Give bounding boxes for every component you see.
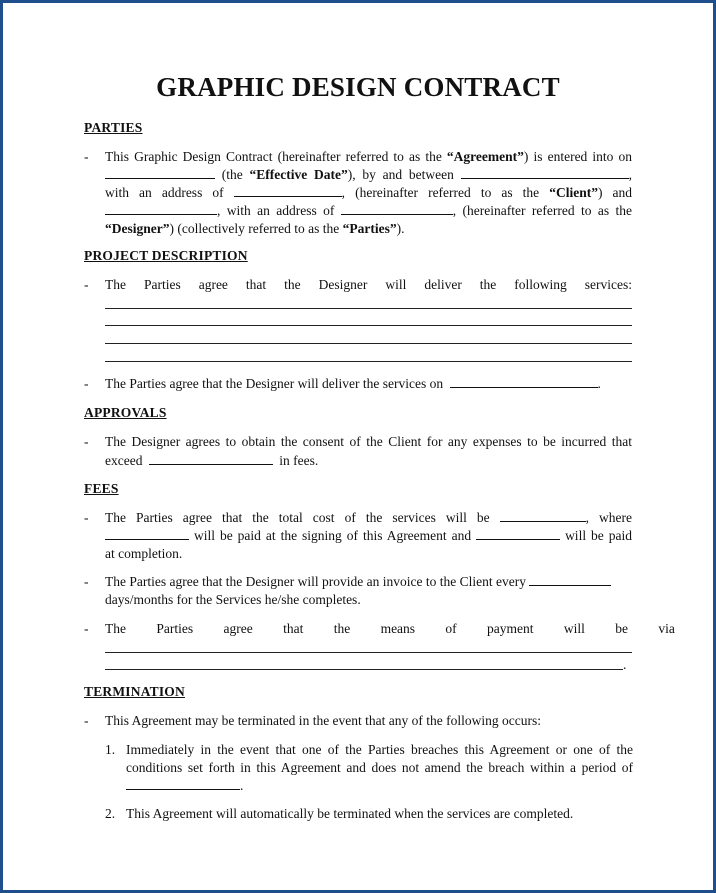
parties-text: ) is entered into on xyxy=(523,149,632,164)
bullet-dash: - xyxy=(84,510,89,525)
fees-p1-line-3: at completion. xyxy=(105,546,183,561)
agreement-term: “Agreement” xyxy=(446,149,524,164)
fees-text: The Parties agree that the Designer will provide an invoice to the Client every xyxy=(105,574,526,589)
parties-text: , with an address of xyxy=(217,203,335,218)
parties-text: , (hereinafter referred to as the xyxy=(452,203,633,218)
designer-term: “Designer” xyxy=(105,221,170,236)
parties-line-2 xyxy=(105,166,632,183)
parties-text: with an address of xyxy=(105,185,224,200)
fees-p2-line-2: days/months for the Services he/she completes. xyxy=(105,592,361,607)
fees-heading: FEES xyxy=(84,481,119,496)
fees-p1-line-2 xyxy=(105,527,632,544)
termination-text: . xyxy=(240,778,244,793)
expense-limit-blank[interactable] xyxy=(149,453,273,465)
fees-p3-line-1: The Parties agree that the means of payment will be via xyxy=(105,621,675,636)
approvals-heading: APPROVALS xyxy=(84,405,167,420)
approvals-text: exceed xyxy=(105,453,143,468)
parties-line-3 xyxy=(105,184,632,201)
parties-text: , xyxy=(628,167,632,182)
payment-blank-line-1[interactable] xyxy=(105,652,632,653)
termination-item-1-line-3 xyxy=(126,777,633,794)
approvals-line-2 xyxy=(105,452,632,469)
fees-text: , where xyxy=(585,510,633,525)
list-number: 2. xyxy=(105,806,116,821)
project-text: The Parties agree that the Designer will deliver the services on xyxy=(105,376,444,391)
fees-text: The Parties agree that the total cost of the services will be xyxy=(105,510,490,525)
fees-p1-line-1 xyxy=(105,509,632,526)
termination-intro: This Agreement may be terminated in the event that any of the following occurs: xyxy=(105,713,541,728)
client-term: “Client” xyxy=(549,185,598,200)
payment-blank-line-2[interactable] xyxy=(105,669,623,670)
parties-line-5 xyxy=(105,220,632,237)
termination-item-1-line-2: conditions set forth in this Agreement and does not amend the breach within a period of xyxy=(126,760,633,775)
client-address-blank[interactable] xyxy=(234,185,342,197)
fees-text: will be paid xyxy=(565,528,632,543)
project-text: . xyxy=(597,376,601,391)
termination-item-2-line-1: This Agreement will automatically be terminated when the services are completed. xyxy=(126,806,574,821)
services-blank-line-1[interactable] xyxy=(105,308,632,309)
services-blank-line-2[interactable] xyxy=(105,325,632,326)
delivery-date-blank[interactable] xyxy=(450,376,598,388)
parties-heading: PARTIES xyxy=(84,120,143,135)
parties-text: (the xyxy=(221,167,250,182)
parties-text: ), by and between xyxy=(347,167,454,182)
termination-item-1-line-1: Immediately in the event that one of the Parties breaches this Agreement or one of the xyxy=(126,742,633,757)
project-services-line: The Parties agree that the Designer will deliver the following services: xyxy=(105,277,632,292)
designer-address-blank[interactable] xyxy=(341,203,453,215)
services-blank-line-4[interactable] xyxy=(105,361,632,362)
project-description-heading: PROJECT DESCRIPTION xyxy=(84,248,248,263)
parties-text: This Graphic Design Contract (hereinafter referred to as the xyxy=(105,149,447,164)
parties-text: ) and xyxy=(597,185,632,200)
bullet-dash: - xyxy=(84,713,89,728)
bullet-dash: - xyxy=(84,574,89,589)
approvals-line-1: The Designer agrees to obtain the consent of the Client for any expenses to be incurred that xyxy=(105,434,632,449)
invoice-frequency-blank[interactable] xyxy=(529,574,611,586)
bullet-dash: - xyxy=(84,277,89,292)
bullet-dash: - xyxy=(84,434,89,449)
fees-p2-line-1 xyxy=(105,573,632,590)
bullet-dash: - xyxy=(84,149,89,164)
completion-amount-blank[interactable] xyxy=(476,528,560,540)
parties-text: ) (collectively referred to as the xyxy=(169,221,343,236)
project-delivery-line xyxy=(105,375,632,392)
parties-text: , (hereinafter referred to as the xyxy=(341,185,550,200)
document-title: GRAPHIC DESIGN CONTRACT xyxy=(156,72,560,102)
payment-period: . xyxy=(623,657,627,672)
list-number: 1. xyxy=(105,742,116,757)
effective-date-term: “Effective Date” xyxy=(249,167,348,182)
designer-name-blank[interactable] xyxy=(105,203,217,215)
party-one-blank[interactable] xyxy=(461,167,629,179)
bullet-dash: - xyxy=(84,376,89,391)
parties-line-1 xyxy=(105,148,632,165)
approvals-text: in fees. xyxy=(279,453,319,468)
parties-line-4 xyxy=(105,202,632,219)
termination-heading: TERMINATION xyxy=(84,684,185,699)
upfront-amount-blank[interactable] xyxy=(105,528,189,540)
cure-period-blank[interactable] xyxy=(126,778,240,790)
total-cost-blank[interactable] xyxy=(500,510,586,522)
effective-date-blank[interactable] xyxy=(105,167,215,179)
fees-text: will be paid at the signing of this Agreement and xyxy=(193,528,472,543)
parties-term: “Parties” xyxy=(342,221,397,236)
parties-text: ). xyxy=(396,221,405,236)
bullet-dash: - xyxy=(84,621,89,636)
services-blank-line-3[interactable] xyxy=(105,343,632,344)
